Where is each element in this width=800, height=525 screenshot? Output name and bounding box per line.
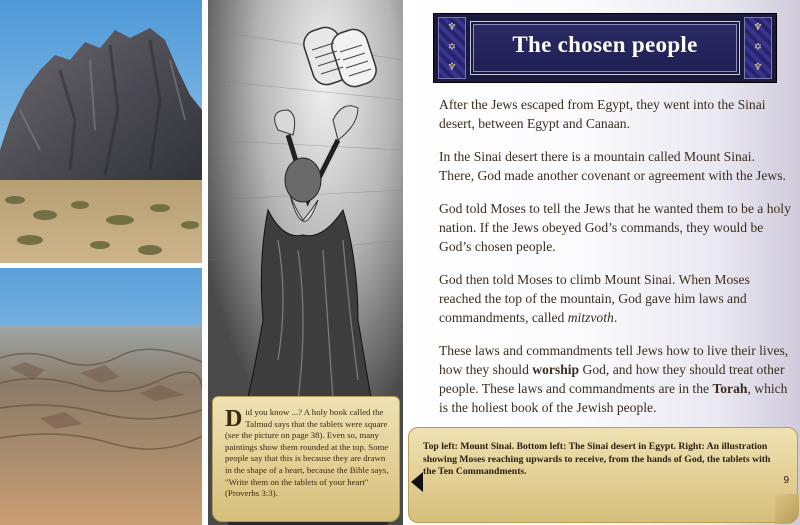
paragraph — [439, 270, 791, 327]
term-worship: worship — [532, 362, 580, 377]
did-you-know-scroll — [212, 396, 400, 522]
text-run: , which is the holiest book of the Jewish people. — [439, 381, 788, 415]
caption-text: Top left: Mount Sinai. Bottom left: The Sinai desert in Egypt. Right: An illustration showing Moses reaching upwards to receive, from the hands of God, the tablets with the Ten Commandments. — [423, 441, 771, 478]
text-run: These laws and commandments tell Jews how to live their lives, how they should — [439, 343, 789, 377]
arrow-left-icon[interactable] — [411, 472, 423, 492]
paragraph: God told Moses to tell the Jews that he wanted them to be a holy nation. If the Jews obeyed God’s commands, they would be God’s chosen people. — [439, 201, 791, 254]
star-icon: ✡ — [447, 42, 457, 53]
decorative-tile-right — [744, 17, 772, 79]
menorah-icon: ♆ — [753, 22, 763, 33]
paragraph — [439, 341, 791, 417]
page-title: The chosen people — [512, 32, 698, 57]
paragraph: In the Sinai desert there is a mountain called Mount Sinai. There, God made another covenant or agreement with the Jews. — [439, 149, 786, 183]
body-text — [439, 95, 791, 431]
sinai-desert-photo — [0, 268, 202, 525]
scroll-curl — [775, 494, 799, 524]
mount-sinai-photo — [0, 0, 202, 263]
caption-scroll — [408, 427, 798, 523]
did-you-know-text — [225, 407, 391, 500]
term-torah: Torah — [712, 381, 748, 396]
title-banner — [433, 13, 777, 83]
menorah-icon: ♆ — [447, 62, 457, 73]
did-you-know-body: id you know ...? A holy book called the Talmud says that the tablets were square (see the picture on page 38). Even so, many paintings show them rounded at the top. Some people say that this is because they are drawn in the shape of a heart, because the Bible says, "Write them on the tablets of your heart" (Proverbs 3:3). — [225, 407, 389, 499]
star-icon: ✡ — [753, 42, 763, 53]
text-run: God, and how they should treat other people. These laws and commandments are in the — [439, 362, 785, 396]
dropcap: D — [225, 406, 243, 432]
page-number: 9 — [783, 475, 789, 486]
title-box — [470, 21, 740, 75]
text-run: . — [613, 310, 618, 325]
menorah-icon: ♆ — [753, 62, 763, 73]
menorah-icon: ♆ — [447, 22, 457, 33]
term-mitzvoth: mitzvoth — [567, 310, 614, 325]
paragraph: After the Jews escaped from Egypt, they went into the Sinai desert, between Egypt and Canaan. — [439, 97, 766, 131]
text-run: God then told Moses to climb Mount Sinai. When Moses reached the top of the mountain, God gave him laws and commandments, called — [439, 272, 750, 325]
decorative-tile-left — [438, 17, 466, 79]
